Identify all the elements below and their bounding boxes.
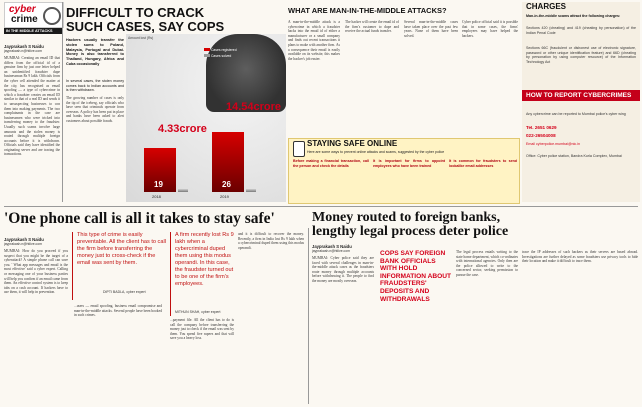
article1-body: The growing number of cases is only the tip of the iceberg, say officials who have seen that criminals operate from overseas. A policy has been put in place and banks have been asked to alert customers about possible frauds. xyxy=(66,96,124,123)
how-to-report-title: HOW TO REPORT CYBERCRIMES xyxy=(522,90,640,101)
article3-headline-line1: Money routed to foreign banks, xyxy=(312,210,501,225)
article2-pullquote: This type of crime is easily preventable. All the client has to call the firm before transferring the money just to cross-check if the email was sent by them. xyxy=(77,232,166,266)
article2-pullquote-box xyxy=(72,232,169,300)
handcuff-icon xyxy=(43,7,61,25)
staying-safe-tip2: It is important for firms to appoint employees who have been trained xyxy=(373,159,445,168)
charges-item-2: Sections 66C (fraudulent or dishonest use of electronic signature, password or other unique identification feature) and 66D (cheating by personation by using computer resource) of the Information Technology Act xyxy=(526,46,636,64)
staying-safe-title: STAYING SAFE ONLINE xyxy=(307,139,398,148)
charges-item-1: Sections 420 (cheating) and 419 (cheating by personation) of the Indian Penal Code xyxy=(526,26,636,35)
report-email: Email cyberpolice.mumbai@nic.in xyxy=(526,142,580,146)
mitm-col1: A man-in-the-middle attack is a cybercrime in which a fraudster hacks into the email id of either a manufacturer or a small company and finds out recent transactions it plans to make with another firm. As a consequence their email is easily available on its website, this makes the hacker's job easier. xyxy=(288,20,340,61)
legend-registered xyxy=(204,48,237,52)
charges-sidebar xyxy=(522,2,640,202)
article1-col-divider xyxy=(62,2,63,202)
mitm-col4: Cyber police official said it is possible that in some cases, the firms' employees may have helped the hackers. xyxy=(462,20,518,38)
article2-col1: MUMBAI: How do you proceed if you suspect that you might be the target of a cyberattack? A simple phone call can save you. ' What app messages and email is the most effective' said a cyber expert. Calling or messaging one of your business parties will help you confirm if an email came from them. An effective control system is to keep tabs on a cash account. If hackers have to use them, it will help in prevention. xyxy=(4,249,68,295)
chart-count-label-1: 19 xyxy=(154,180,163,189)
article2-pullquote2-box xyxy=(170,232,237,316)
masthead-logo xyxy=(4,2,64,28)
article2-byline: Jayprakash S Naidu xyxy=(4,237,44,242)
article1-lead2: In several cases, the stolen money comes back to Indian accounts and is then withdrawn. xyxy=(66,79,124,93)
staying-safe-subtitle: Here are some ways to prevent online attacks and scams, suggested by the cyber police xyxy=(307,150,445,154)
masthead-brand-top: cyber xyxy=(9,4,36,15)
staying-safe-panel xyxy=(288,138,520,204)
report-office: Office: Cyber police station, Bandra Kurla Complex, Mumbai xyxy=(526,154,622,158)
how-to-report-body: Any cybercrime can be reported to Mumbai police's cyber wing xyxy=(526,112,626,116)
article2-col3: ...payment file. All the client has to do is call the company before transferring the money just to check if the email was sent by them. You spend five rupees and that will save you a heavy loss. xyxy=(170,318,234,341)
chart-bar-2-solved xyxy=(246,189,256,192)
article3-headline-line2: lengthy legal process deter police xyxy=(312,224,509,239)
report-phone-1: Tel. 2651 0629 xyxy=(526,126,557,130)
article1-headline-line1: DIFFICULT TO CRACK xyxy=(66,5,205,20)
staying-safe-tip3: It is common for fraudsters to send lookalike email addresses xyxy=(449,159,517,168)
article3-pullquote-box xyxy=(380,250,452,320)
masthead-brand-bottom: crime xyxy=(11,14,38,25)
mitm-col3: Several man-in-the-middle cases have taken place over the past few years. None of them have been solved. xyxy=(404,20,458,38)
article1-lead: Hackers usually transfer the stolen sums to Poland, Malaysia, Portugal and Dubai. Money is also transferred to Thailand, Hungary, Africa and Cuba occasionally xyxy=(66,38,124,66)
article3-pullquote: COPS SAY FOREIGN BANK OFFICIALS WITH HOLD INFORMATION ABOUT FRAUDSTERS' DEPOSITS AND WITHDRAWALS xyxy=(380,250,452,303)
article3-byline: Jayprakash S Naidu xyxy=(312,244,352,249)
mitm-col2: The hacker will create the email id of the firm's customer to dupe and receive the actual funds transfer. xyxy=(345,20,399,34)
article1-col1: MUMBAI: Creating an email ID that differs from the official id of a genuine firm by just one letter helped an unidentified fraudster dupe businessman Rs 9 lakh. Officials from the cyber cell attended the matter at the city, has recognised as email spoofing — a type of cybercrime in which a fraudster creates an email ID similar to that of a real ID and sends it to unsuspecting businesses to con them into making payments. The two complainants in the case are businessmen who were tricked into transferring money to the fraudster. Usually such scams involve large amounts and the stolen money is routed through multiple foreign accounts before it is withdrawn. Officials said they have identified the originating server and are tracing the transactions. xyxy=(4,56,60,157)
chart-ylabel: Amount lost (Rs) xyxy=(128,36,154,40)
article2-pullquote2-attr: MITHUN SHAH, cyber expert xyxy=(175,310,221,314)
chart-value-label-1: 4.33crore xyxy=(158,123,207,135)
article2-col4: and it is difficult to recover the money. Recently, a firm in India lost Rs 9 lakh when a cybercriminal duped them using this modus operandi. xyxy=(238,232,304,250)
article2-pullquote2: A firm recently lost Rs 9 lakh when a cybercriminal duped them using this modus operandi. In this case, the fraudster turned out to be one of the firm's employees. xyxy=(175,232,234,287)
staying-safe-tip1: Before making a financial transaction, call the person and check the details xyxy=(293,159,369,168)
article1-headline-line2: SUCH CASES, SAY COPS xyxy=(66,19,225,34)
section-divider xyxy=(4,206,638,207)
article1-byline: Jayprakash S Naidu xyxy=(4,44,44,49)
masthead-subtitle: IN THE MIDDLE ATTACKS xyxy=(4,28,62,34)
article1-chart xyxy=(126,34,286,202)
legend-registered-label: Cases registered xyxy=(210,48,237,52)
article2-headline: 'One phone call is all it takes to stay safe' xyxy=(4,210,275,227)
legend-solved-label: Cases solved xyxy=(210,54,232,58)
smartphone-icon xyxy=(293,141,305,157)
article2-email: jayprakash.n@htlive.com xyxy=(4,242,42,246)
article3-col3: The legal process entails writing to the state home department, which co-ordinates with international agencies. Only then are the police allowed to write to the concerned sector, seeking permission to pursue the case. xyxy=(456,250,518,277)
chart-category-2: 2019 xyxy=(220,194,229,199)
chart-bar-1-solved xyxy=(178,189,188,192)
masthead xyxy=(4,2,62,38)
charges-title: CHARGES xyxy=(526,2,567,11)
article3-col4: trace the IP addresses of such hackers as their servers are based abroad. Investigations are further delayed as some fraudsters use privacy tools to hide their location and make it difficult to trace them. xyxy=(522,250,638,264)
article2-divider xyxy=(308,228,309,404)
mitm-title: WHAT ARE MAN-IN-THE-MIDDLE ATTACKS? xyxy=(288,6,447,15)
chart-value-label-2: 14.54crore xyxy=(226,101,282,113)
chart-count-label-2: 26 xyxy=(222,180,231,189)
article2-pullquote-attr: DIPTI BADLA, cyber expert xyxy=(103,290,146,294)
article3-col1: MUMBAI: Cyber police said they are faced with several challenges in man-in-the-middle attack cases as the fraudsters route money through multiple accounts before withdrawing it. The people to find the money are mostly overseas. xyxy=(312,256,374,283)
chart-category-1: 2018 xyxy=(152,194,161,199)
report-phone-2: 022-26504008 xyxy=(526,134,556,138)
mitm-sidebar xyxy=(288,8,518,148)
article3-email: jayprakash.n@htlive.com xyxy=(312,249,350,253)
legend-solved xyxy=(204,54,231,58)
charges-subtitle: Man-in-the-middle scams attract the following charges: xyxy=(526,14,621,18)
article2-col2: ...users — email spoofing, business email compromise and man-in-the-middle attacks. Several people have been booked in such crimes. xyxy=(74,304,162,318)
article1-email: jayprakash.n@htlive.com xyxy=(4,49,42,53)
